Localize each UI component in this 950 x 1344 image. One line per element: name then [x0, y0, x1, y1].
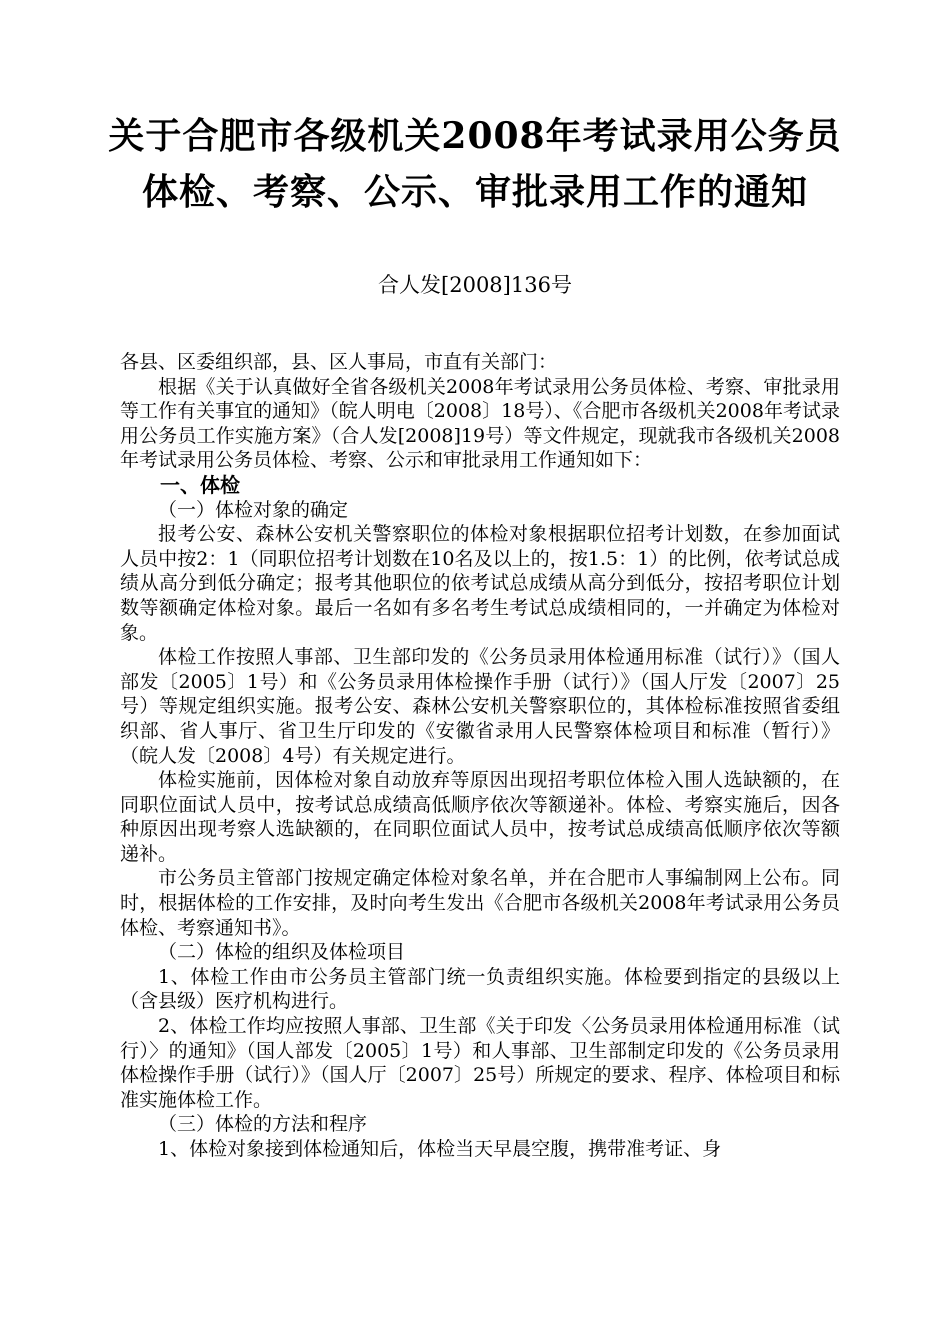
- paragraph-exam-standards: 体检工作按照人事部、卫生部印发的《公务员录用体检通用标准（试行）》（国人部发〔2005〕1号）和《公务员录用体检操作手册（试行）》（国人厅发〔2007〕25号）等规定组织实施。报考公安、森林公安机关警察职位的，其体检标准按照省委组织部、省人事厅、省卫生厅印发的《安徽省录用人民警察体检项目和标准（暂行）》（皖人发〔2008〕4号）有关规定进行。: [120, 646, 840, 767]
- title-line-1: 关于合肥市各级机关2008年考试录用公务员: [108, 115, 842, 157]
- document-number: 合人发[2008]136号: [378, 273, 572, 297]
- subsection-heading-1: （一）体检对象的确定: [158, 498, 349, 521]
- document-body: [120, 350, 840, 1162]
- addressee: 各县、区委组织部，县、区人事局，市直有关部门：: [120, 351, 558, 373]
- intro-paragraph: 根据《关于认真做好全省各级机关2008年考试录用公务员体检、考察、审批录用等工作有关事宜的通知》（皖人明电〔2008〕18号）、《合肥市各级机关2008年考试录用公务员工作实施方案》（合人发[2008]19号）等文件规定，现就我市各级机关2008年考试录用公务员体检、考察、公示和审批录用工作通知如下：: [120, 375, 840, 472]
- paragraph-list-publication: 市公务员主管部门按规定确定体检对象名单，并在合肥市人事编制网上公布。同时，根据体检的工作安排，及时向考生发出《合肥市各级机关2008年考试录用公务员体检、考察通知书》。: [120, 867, 840, 939]
- document-title: [0, 108, 950, 220]
- title-line-2: 体检、考察、公示、审批录用工作的通知: [141, 171, 808, 213]
- paragraph-exam-requirements: 2、体检工作均应按照人事部、卫生部《关于印发〈公务员录用体检通用标准（试行）〉的通知》（国人部发〔2005〕1号）和人事部、卫生部制定印发的《公务员录用体检操作手册（试行）》（国人厅〔2007〕25号）所规定的要求、程序、体检项目和标准实施体检工作。: [120, 1015, 840, 1111]
- paragraph-exam-procedure: 1、体检对象接到体检通知后，体检当天早晨空腹，携带准考证、身: [158, 1138, 722, 1160]
- subsection-heading-3: （三）体检的方法和程序: [158, 1113, 368, 1136]
- paragraph-exam-targets: 报考公安、森林公安机关警察职位的体检对象根据职位招考计划数，在参加面试人员中按2：1（同职位招考计划数在10名及以上的，按1.5：1）的比例，依考试总成绩从高分到低分确定；报考其他职位的依考试总成绩从高分到低分，按招考职位计划数等额确定体检对象。最后一名如有多名考生考试总成绩相同的，一并确定为体检对象。: [120, 523, 840, 644]
- section-heading-physical-exam: 一、体检: [160, 472, 240, 497]
- paragraph-vacancy-replacement: 体检实施前，因体检对象自动放弃等原因出现招考职位体检入围人选缺额的，在同职位面试人员中，按考试总成绩高低顺序依次等额递补。体检、考察实施后，因各种原因出现考察人选缺额的，在同职位面试人员中，按考试总成绩高低顺序依次等额递补。: [120, 769, 840, 865]
- subsection-heading-2: （二）体检的组织及体检项目: [158, 941, 406, 964]
- paragraph-exam-organization: 1、体检工作由市公务员主管部门统一负责组织实施。体检要到指定的县级以上（含县级）医疗机构进行。: [120, 965, 840, 1013]
